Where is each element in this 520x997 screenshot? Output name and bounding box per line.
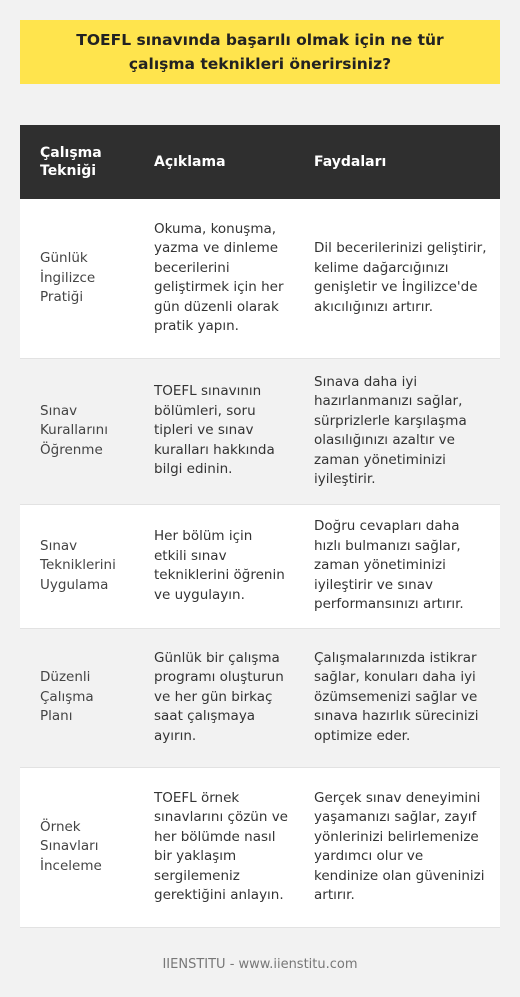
study-techniques-table: [20, 125, 500, 928]
page-title: TOEFL sınavında başarılı olmak için ne tür çalışma teknikleri önerirsiniz?: [76, 31, 444, 73]
header-benefits: Faydaları: [314, 154, 387, 170]
description-cell: Günlük bir çalışma programı oluşturun ve her gün birkaç saat çalışmaya ayırın.: [137, 628, 297, 767]
benefits-cell: Sınava daha iyi hazırlanmanızı sağlar, sürprizlerle karşılaşma olasılığınızı azaltır ve zaman yönetiminizi iyileştirir.: [297, 358, 500, 504]
table-header-row: [20, 125, 500, 199]
description-cell: TOEFL sınavının bölümleri, soru tipleri ve sınav kuralları hakkında bilgi edinin.: [137, 358, 297, 504]
header-description: Açıklama: [154, 154, 226, 170]
table-row: [20, 628, 500, 767]
benefits-cell: Çalışmalarınızda istikrar sağlar, konuları daha iyi özümsemenizi sağlar ve sınava hazırlık sürecinizi optimize eder.: [297, 628, 500, 767]
description-cell: Her bölüm için etkili sınav tekniklerini öğrenin ve uygulayın.: [137, 504, 297, 628]
technique-cell: Günlük İngilizce Pratiği: [20, 199, 137, 358]
title-banner: [20, 20, 500, 84]
description-cell: TOEFL örnek sınavlarını çözün ve her bölümde nasıl bir yaklaşım sergilemeniz gerektiğini anlayın.: [137, 767, 297, 927]
description-cell: Okuma, konuşma, yazma ve dinleme becerilerini geliştirmek için her gün düzenli olarak pratik yapın.: [137, 199, 297, 358]
table-row: [20, 504, 500, 628]
table-row: [20, 358, 500, 504]
benefits-cell: Dil becerilerinizi geliştirir, kelime dağarcığınızı genişletir ve İngilizce'de akıcılığınızı artırır.: [297, 199, 500, 358]
technique-cell: Sınav Kurallarını Öğrenme: [20, 358, 137, 504]
footer-credit: IIENSTITU - www.iienstitu.com: [162, 957, 358, 972]
table-row: [20, 199, 500, 358]
technique-cell: Düzenli Çalışma Planı: [20, 628, 137, 767]
technique-cell: Sınav Tekniklerini Uygulama: [20, 504, 137, 628]
technique-cell: Örnek Sınavları İnceleme: [20, 767, 137, 927]
benefits-cell: Doğru cevapları daha hızlı bulmanızı sağlar, zaman yönetiminizi iyileştirir ve sınav performansınızı artırır.: [297, 504, 500, 628]
table-row: [20, 767, 500, 927]
benefits-cell: Gerçek sınav deneyimini yaşamanızı sağlar, zayıf yönlerinizi belirlemenize yardımcı olur ve kendinize olan güveninizi artırır.: [297, 767, 500, 927]
header-technique: Çalışma Tekniği: [40, 145, 102, 179]
